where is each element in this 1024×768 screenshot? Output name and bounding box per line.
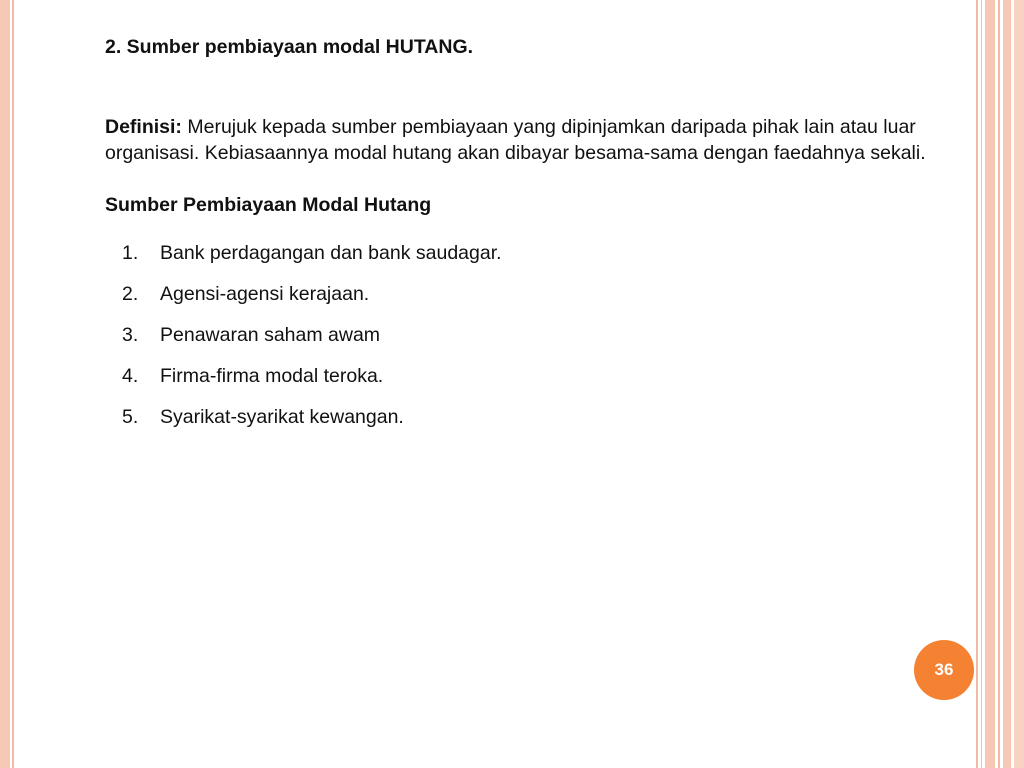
slide-heading: 2. Sumber pembiayaan modal HUTANG. — [105, 36, 474, 58]
section-subheading: Sumber Pembiayaan Modal Hutang — [105, 194, 432, 216]
right-border-stripe — [985, 0, 995, 768]
left-border-decoration — [0, 0, 10, 768]
list-item-number: 2. — [122, 283, 139, 305]
list-item-text: Bank perdagangan dan bank saudagar. — [160, 242, 502, 264]
list-item — [105, 363, 970, 404]
definition-paragraph — [105, 114, 970, 166]
right-border-stripe — [1003, 0, 1011, 768]
right-border-stripe — [976, 0, 978, 768]
list-item-text: Syarikat-syarikat kewangan. — [160, 406, 404, 428]
definition-text: Merujuk kepada sumber pembiayaan yang dipinjamkan daripada pihak lain atau luar organisasi. Kebiasaannya modal hutang akan dibayar besama-sama dengan faedahnya sekali. — [105, 116, 926, 164]
slide-content — [105, 34, 970, 445]
page-number-badge: 36 — [914, 640, 974, 700]
right-border-stripe — [1014, 0, 1024, 768]
list-item-number: 3. — [122, 324, 139, 346]
list-item-number: 4. — [122, 365, 139, 387]
right-border-stripe — [981, 0, 982, 768]
right-border-stripe — [998, 0, 1000, 768]
definition-label: Definisi: — [105, 116, 182, 138]
right-border-decoration — [976, 0, 1024, 768]
list-item — [105, 322, 970, 363]
left-border-line — [12, 0, 14, 768]
list-item-number: 1. — [122, 242, 139, 264]
list-item-text: Penawaran saham awam — [160, 324, 381, 346]
list-item — [105, 240, 970, 281]
list-item — [105, 281, 970, 322]
list-item-number: 5. — [122, 406, 139, 428]
list-item — [105, 404, 970, 445]
list-item-text: Agensi-agensi kerajaan. — [160, 283, 370, 305]
list-item-text: Firma-firma modal teroka. — [160, 365, 384, 387]
funding-sources-list — [105, 240, 970, 445]
